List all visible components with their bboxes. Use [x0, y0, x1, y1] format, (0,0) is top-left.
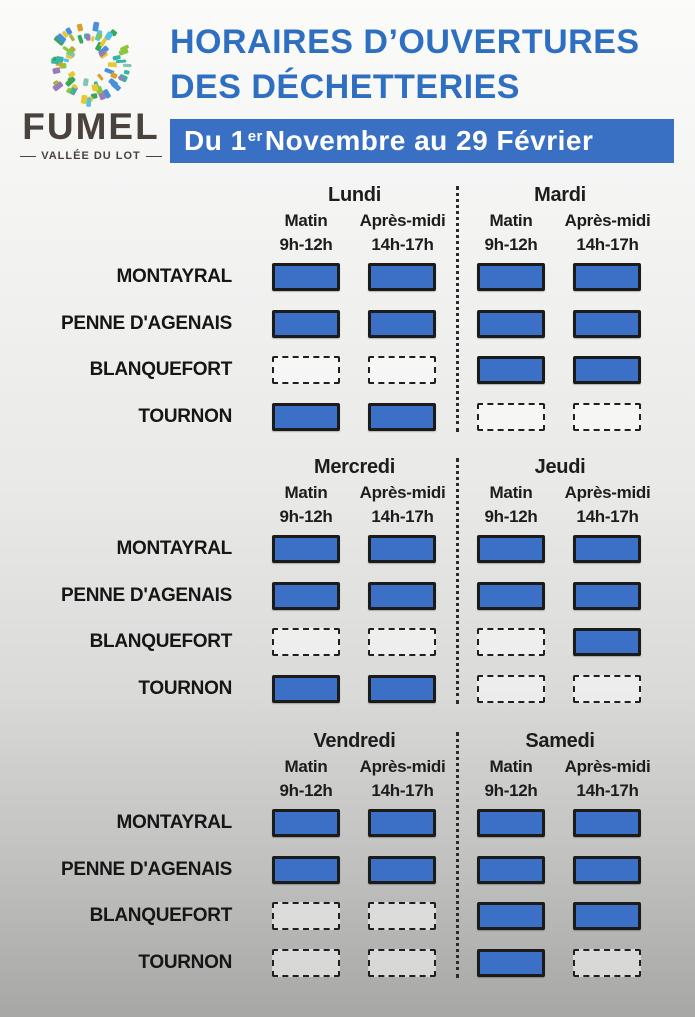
schedule-cell-closed: [272, 628, 340, 656]
schedule-cell-open: [573, 356, 641, 384]
schedule-cell-open: [573, 263, 641, 291]
schedule-cell-open: [477, 582, 545, 610]
schedule-cell-closed: [477, 628, 545, 656]
schedule-cell-open: [368, 535, 436, 563]
schedule-cell-open: [272, 310, 340, 338]
schedule-cell-closed: [368, 628, 436, 656]
schedule-cell-open: [477, 356, 545, 384]
schedule-cell-open: [272, 535, 340, 563]
schedule-cell-open: [573, 310, 641, 338]
dash-right: [146, 156, 162, 157]
schedule-section-1: [0, 180, 695, 440]
schedule-cell-open: [272, 403, 340, 431]
schedule-cell-open: [368, 856, 436, 884]
schedule-cell-open: [477, 902, 545, 930]
site-label: MONTAYRAL: [116, 538, 232, 559]
column-hours-matin: 9h-12h: [484, 781, 538, 800]
page-title: [170, 20, 680, 110]
schedule-cell-closed: [272, 949, 340, 977]
schedule-cell-open: [368, 809, 436, 837]
schedule-cell-open: [573, 809, 641, 837]
column-header-apres-midi: Après-midi: [359, 211, 446, 230]
schedule-cell-open: [272, 856, 340, 884]
site-label: TOURNON: [138, 952, 232, 973]
banner-superscript: er: [247, 127, 263, 145]
schedule-cell-open: [477, 310, 545, 338]
schedule-cell-open: [573, 902, 641, 930]
column-hours-matin: 9h-12h: [279, 781, 333, 800]
schedule-cell-open: [368, 403, 436, 431]
column-header-apres-midi: Après-midi: [564, 483, 651, 502]
day-label-left: Mercredi: [314, 456, 395, 478]
column-header-matin: Matin: [284, 483, 328, 502]
schedule-cell-open: [368, 263, 436, 291]
column-header-matin: Matin: [489, 483, 533, 502]
day-divider: [456, 732, 459, 978]
column-header-apres-midi: Après-midi: [359, 757, 446, 776]
site-label: TOURNON: [138, 406, 232, 427]
schedule-cell-open: [477, 856, 545, 884]
site-label: PENNE D'AGENAIS: [60, 859, 232, 880]
schedule-section-3: [0, 726, 695, 986]
fumel-logo: [16, 16, 166, 168]
schedule-cell-closed: [573, 403, 641, 431]
schedule-cell-closed: [477, 675, 545, 703]
day-divider: [456, 458, 459, 704]
logo-name: FUMEL: [22, 106, 160, 147]
site-label: PENNE D'AGENAIS: [60, 585, 232, 606]
schedule-cell-open: [272, 809, 340, 837]
schedule-cell-closed: [573, 675, 641, 703]
schedule-cell-closed: [368, 949, 436, 977]
day-label-right: Jeudi: [534, 456, 586, 478]
column-header-matin: Matin: [284, 211, 328, 230]
column-header-apres-midi: Après-midi: [564, 757, 651, 776]
schedule-cell-open: [477, 263, 545, 291]
day-label-left: Lundi: [328, 184, 381, 206]
column-hours-apres-midi: 14h-17h: [371, 781, 434, 800]
column-header-matin: Matin: [489, 757, 533, 776]
column-hours-apres-midi: 14h-17h: [576, 235, 639, 254]
schedule-cell-closed: [272, 356, 340, 384]
schedule-cell-open: [368, 582, 436, 610]
schedule-cell-open: [573, 582, 641, 610]
header: [170, 20, 680, 163]
column-header-matin: Matin: [489, 211, 533, 230]
site-label: TOURNON: [138, 678, 232, 699]
day-label-left: Vendredi: [313, 730, 396, 752]
logo-ring-icon: [29, 18, 149, 110]
schedule-cell-open: [272, 675, 340, 703]
site-label: MONTAYRAL: [116, 266, 232, 287]
schedule-cell-open: [477, 809, 545, 837]
page-title-line2: DES DÉCHETTERIES: [170, 68, 520, 106]
schedule-cell-closed: [368, 902, 436, 930]
column-hours-matin: 9h-12h: [484, 507, 538, 526]
column-header-matin: Matin: [284, 757, 328, 776]
banner-suffix: Novembre au 29 Février: [264, 125, 594, 156]
schedule-cell-closed: [477, 403, 545, 431]
schedule-cell-open: [573, 628, 641, 656]
column-hours-apres-midi: 14h-17h: [371, 235, 434, 254]
schedule-cell-closed: [272, 902, 340, 930]
schedule-cell-open: [368, 675, 436, 703]
logo-subtitle: [16, 150, 166, 162]
schedule-cell-open: [573, 535, 641, 563]
site-label: BLANQUEFORT: [89, 631, 232, 652]
banner-prefix: Du 1: [184, 125, 247, 156]
column-hours-matin: 9h-12h: [279, 235, 333, 254]
column-hours-apres-midi: 14h-17h: [576, 507, 639, 526]
schedule-cell-open: [573, 856, 641, 884]
schedule-cell-open: [477, 535, 545, 563]
schedule-cell-open: [368, 310, 436, 338]
schedule-cell-open: [272, 263, 340, 291]
column-hours-matin: 9h-12h: [484, 235, 538, 254]
day-label-right: Samedi: [525, 730, 595, 752]
column-hours-matin: 9h-12h: [279, 507, 333, 526]
column-hours-apres-midi: 14h-17h: [576, 781, 639, 800]
column-header-apres-midi: Après-midi: [564, 211, 651, 230]
site-label: PENNE D'AGENAIS: [60, 313, 232, 334]
site-label: BLANQUEFORT: [89, 359, 232, 380]
day-label-right: Mardi: [534, 184, 586, 206]
date-range-banner: [170, 119, 674, 163]
site-label: BLANQUEFORT: [89, 905, 232, 926]
column-header-apres-midi: Après-midi: [359, 483, 446, 502]
day-divider: [456, 186, 459, 432]
schedule-cell-open: [477, 949, 545, 977]
schedule-cell-closed: [573, 949, 641, 977]
site-label: MONTAYRAL: [116, 812, 232, 833]
page-title-line1: HORAIRES D’OUVERTURES: [170, 23, 640, 61]
logo-subtitle-text: VALLÉE DU LOT: [41, 150, 141, 162]
schedule-cell-open: [272, 582, 340, 610]
dash-left: [20, 156, 36, 157]
column-hours-apres-midi: 14h-17h: [371, 507, 434, 526]
schedule-section-2: [0, 452, 695, 712]
schedule-cell-closed: [368, 356, 436, 384]
